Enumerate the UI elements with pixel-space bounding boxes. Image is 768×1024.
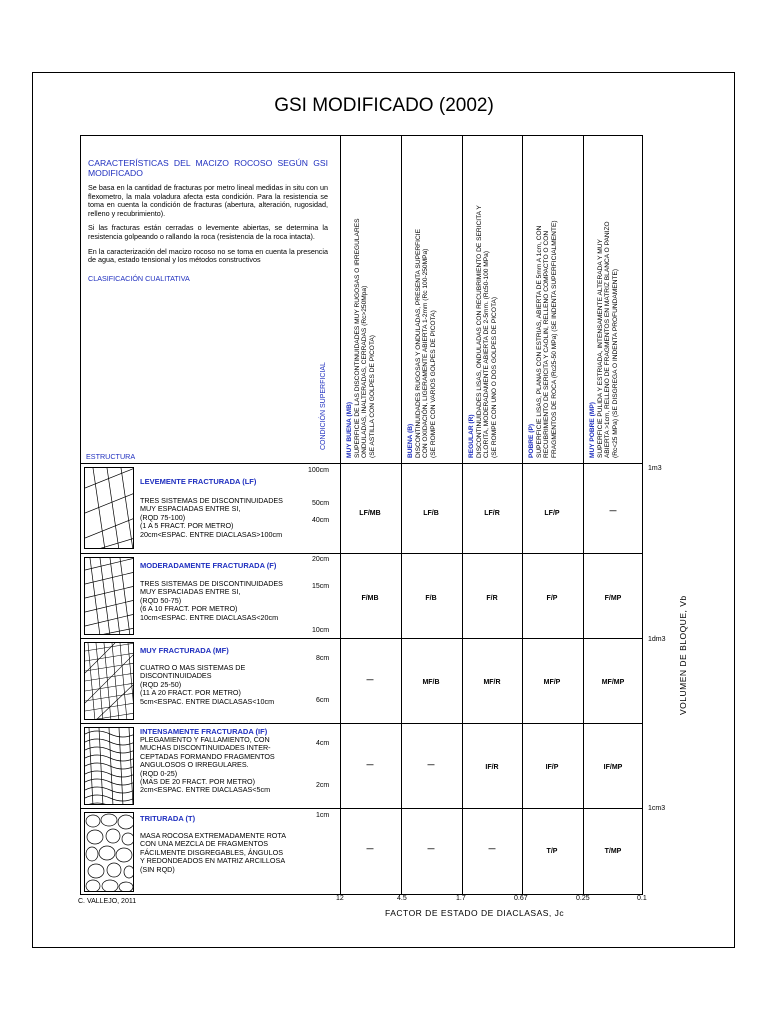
spacing-tick: 1cm (316, 812, 330, 819)
divider (80, 808, 643, 809)
cell-lf-mb: LF/MB (359, 510, 381, 517)
cell-if-mb: — (366, 762, 374, 769)
spacing-tick: 40cm (312, 517, 330, 524)
row-title-lf: LEVEMENTE FRACTURADA (LF) (140, 477, 257, 486)
spacing-tick: 6cm (316, 697, 330, 704)
author-credit: C. VALLEJO, 2011 (78, 898, 137, 905)
cell-t-mp: T/MP (604, 848, 622, 855)
row-title-f: MODERADAMENTE FRACTURADA (F) (140, 561, 277, 570)
row-desc-mf: CUATRO O MAS SISTEMAS DE DISCONTINUIDADES (RQD 25-50) (11 A 20 FRACT. POR METRO) 5cm<ESPAC. ENTRE DIACLASAS<10cm (140, 663, 275, 706)
page-title: GSI MODIFICADO (2002) (274, 95, 494, 116)
header-paragraph: En la caracterización del macizo rocoso no se toma en cuenta la presencia de agua, estado tensional y los métodos constructivos (88, 246, 328, 265)
cell-mf-r: MF/R (483, 679, 501, 686)
cell-f-mb: F/MB (361, 595, 379, 602)
cell-t-r: — (488, 846, 496, 853)
cell-t-p: T/P (546, 848, 558, 855)
cell-if-mp: IF/MP (603, 764, 623, 771)
jc-tick: 0.67 (514, 895, 528, 902)
divider (80, 723, 643, 724)
structure-sketch-mf (84, 642, 134, 720)
volume-axis-label: VOLUMEN DE BLOQUE, Vb (678, 595, 688, 715)
row-title-if: INTENSAMENTE FRACTURADA (IF) (140, 727, 268, 736)
estructura-label: ESTRUCTURA (86, 452, 136, 461)
header-heading: CARACTERÍSTICAS DEL MACIZO ROCOSO SEGÚN GSI MODIFICADO (88, 158, 328, 178)
cell-t-mb: — (366, 846, 374, 853)
structure-sketch-if (84, 727, 134, 805)
cell-f-b: F/B (425, 595, 437, 602)
column-header-p: POBRE (P) SUPERFICIE LISAS, PLANAS CON ESTRIAS, ABIERTA DE 5mm A 1cm, CON RECUBRIMIENTO DE SERICITA Y CAOLIN, RELLENO COMPACTO O CON FRAGMENTOS DE ROCA (Rc25-50 MPa) (SE INDENTA SUPERFICIALMENTE) (528, 220, 558, 458)
cell-lf-b: LF/B (423, 510, 439, 517)
cell-t-b: — (427, 846, 435, 853)
divider (80, 638, 643, 639)
spacing-tick: 15cm (312, 583, 330, 590)
spacing-tick: 8cm (316, 655, 330, 662)
structure-sketch-t (84, 812, 134, 892)
jc-axis-label: FACTOR DE ESTADO DE DIACLASAS, Jc (385, 908, 565, 918)
jc-tick: 0.1 (637, 895, 647, 902)
row-desc-lf: TRES SISTEMAS DE DISCONTINUIDADES MUY ESPACIADAS ENTRE SI, (RQD 75-100) (1 A 5 FRACT. POR METRO) 20cm<ESPAC. ENTRE DIACLASAS>100cm (140, 496, 283, 539)
spacing-tick: 10cm (312, 627, 330, 634)
header-paragraph: Si las fracturas están cerradas o levemente abiertas, se determina la resistencia golpeando o rallando la roca (resistencia de la roca intacta). (88, 223, 328, 241)
cell-mf-p: MF/P (543, 679, 561, 686)
header-paragraph: Se basa en la cantidad de fracturas por metro lineal medidas in situ con un flexometro, la mala voladura afecta esta condición. Para la resistencia se toma en cuenta la condición de fracturas (abertura, alteración, rugosidad, relleno y recubrimiento). (88, 183, 328, 218)
spacing-tick: 100cm (308, 467, 330, 474)
jc-tick: 0.25 (576, 895, 590, 902)
volume-tick-dm3: 1dm3 (648, 636, 666, 643)
cell-lf-mp: — (609, 508, 617, 515)
clasificacion-label: CLASIFICACIÓN CUALITATIVA (88, 273, 190, 283)
cell-mf-mb: — (366, 677, 374, 684)
row-desc-if: PLEGAMIENTO Y FALLAMIENTO, CON MUCHAS DISCONTINUIDADES INTER- CEPTADAS FORMANDO FRAGMENTOS ANGULOSOS O IRREGULARES. (RQD 0-25) (MAS DE 20 FRACT. POR METRO) 2cm<ESPAC. ENTRE DIACLASAS<5cm (140, 735, 275, 795)
structure-sketch-f (84, 557, 134, 635)
cell-if-b: — (427, 762, 435, 769)
divider (583, 135, 584, 895)
cell-f-mp: F/MP (604, 595, 622, 602)
jc-tick: 1.7 (456, 895, 466, 902)
column-header-mb: MUY BUENA (MB) SUPERFICIE DE LAS DISCONTINUIDADES MUY RUGOSAS O IRREGULARES ONDULADAS, INALTERADAS, CERRADAS (Rc>250Mpa) (SE ASTILLA CON GOLPES DE PICOTA) (346, 218, 376, 458)
column-header-r: REGULAR (R) DISCONTINUIDADES LISAS, ONDULADAS CON RECUBRIMIENTO DE SERICITA Y CLORITA, MODERADAMENTE ABIERTA DE 2-5mm. (Rc50-100 MPa) (SE ROMPE CON UNO O DOS GOLPES DE PICOTA) (468, 205, 498, 458)
row-desc-f: TRES SISTEMAS DE DISCONTINUIDADES MUY ESPACIADAS ENTRE SI, (RQD 50-75) (6 A 10 FRACT. POR METRO) 10cm<ESPAC. ENTRE DIACLASAS<20cm (140, 579, 283, 622)
spacing-tick: 50cm (312, 500, 330, 507)
spacing-tick: 2cm (316, 782, 330, 789)
volume-tick-m3: 1m3 (648, 465, 662, 472)
cell-if-p: IF/P (545, 764, 559, 771)
header-description (88, 158, 328, 289)
spacing-tick: 4cm (316, 740, 330, 747)
structure-sketch-lf (84, 467, 134, 549)
condicion-label: CONDICIÓN SUPERFICIAL (320, 362, 327, 450)
cell-f-p: F/P (546, 595, 558, 602)
divider (80, 553, 643, 554)
volume-tick-cm3: 1cm3 (648, 805, 666, 812)
cell-mf-mp: MF/MP (601, 679, 625, 686)
jc-tick: 4.5 (397, 895, 407, 902)
row-title-t: TRITURADA (T) (140, 814, 196, 823)
row-desc-t: MASA ROCOSA EXTREMADAMENTE ROTA CON UNA MEZCLA DE FRAGMENTOS FÁCILMENTE DISGREGABLES, ÁNGULOS Y REDONDEADOS EN MATRIZ ARCILLOSA (SIN RQD) (140, 831, 287, 874)
cell-lf-r: LF/R (484, 510, 500, 517)
cell-f-r: F/R (486, 595, 498, 602)
cell-mf-b: MF/B (422, 679, 440, 686)
spacing-tick: 20cm (312, 556, 330, 563)
jc-tick: 12 (336, 895, 344, 902)
cell-if-r: IF/R (485, 764, 499, 771)
column-header-mp: MUY POBRE (MP) SUPERFICIE PULIDA Y ESTRIADA, INTENSAMENTE ALTERADA Y MUY ABIERTA >1cm, RELLENO DE FRAGMENTOS EN MATRIZ BLANCA O PANIZO (Rc<25 MPa) (SE DISGREGA O INDENTA PROFUNDAMENTE) (589, 221, 619, 458)
cell-lf-p: LF/P (544, 510, 560, 517)
column-header-b: BUENA (B) DISCONTINUIDADES RUGOSAS Y ONDULADAS, PRESENTA SUPERFICIE CON OXIDACIÓN, LIGERAMENTE ABIERTA 1-2mm (Rc 100-250MPa) (SE ROMPE CON VARIOS GOLPES DE PICOTA) (407, 229, 437, 458)
row-title-mf: MUY FRACTURADA (MF) (140, 646, 229, 655)
